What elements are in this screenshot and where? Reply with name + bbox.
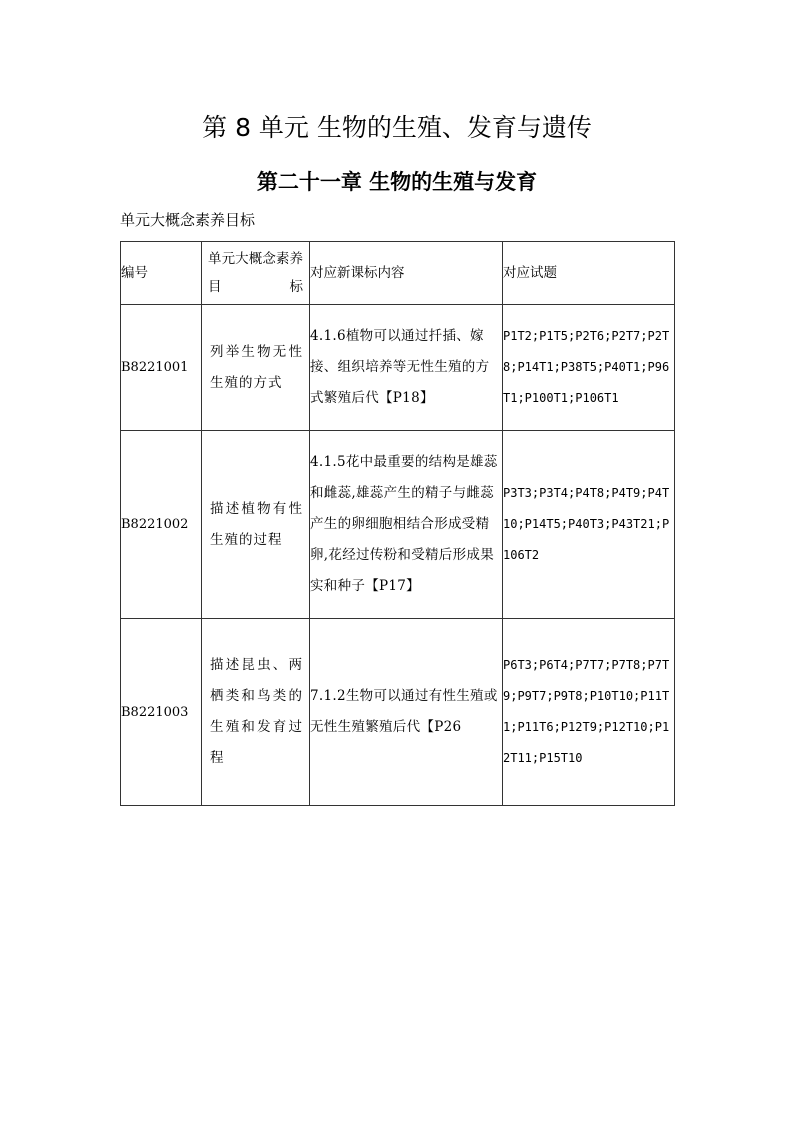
header-goal: 单元大概念素养目标 [202, 242, 310, 305]
header-standard: 对应新课标内容 [310, 242, 503, 305]
row-id: B8221003 [121, 619, 202, 806]
header-tests: 对应试题 [503, 242, 675, 305]
row-tests: P3T3;P3T4;P4T8;P4T9;P4T10;P14T5;P40T3;P43T21;P106T2 [503, 431, 675, 619]
unit-title: 第 8 单元 生物的生殖、发育与遗传 [202, 113, 592, 142]
table-row [121, 305, 675, 431]
section-label: 单元大概念素养目标 [120, 211, 256, 229]
row-tests: P1T2;P1T5;P2T6;P2T7;P2T8;P14T1;P38T5;P40T1;P96T1;P100T1;P106T1 [503, 305, 675, 431]
row-standard: 4.1.6植物可以通过扦插、嫁接、组织培养等无性生殖的方式繁殖后代【P18】 [310, 305, 503, 431]
row-standard: 4.1.5花中最重要的结构是雄蕊和雌蕊,雄蕊产生的精子与雌蕊产生的卵细胞相结合形成受精卵,花经过传粉和受精后形成果实和种子【P17】 [310, 431, 503, 619]
table-row [121, 619, 675, 806]
table-row [121, 431, 675, 619]
chapter-title: 第二十一章 生物的生殖与发育 [256, 170, 538, 194]
row-goal: 列举生物无性生殖的方式 [202, 305, 310, 431]
row-goal: 描述昆虫、两栖类和鸟类的生殖和发育过程 [202, 619, 310, 806]
table-header-row [121, 242, 675, 305]
row-tests: P6T3;P6T4;P7T7;P7T8;P7T9;P9T7;P9T8;P10T10;P11T1;P11T6;P12T9;P12T10;P12T11;P15T10 [503, 619, 675, 806]
goals-table [120, 241, 675, 806]
row-goal: 描述植物有性生殖的过程 [202, 431, 310, 619]
header-id: 编号 [121, 242, 202, 305]
row-id: B8221001 [121, 305, 202, 431]
row-id: B8221002 [121, 431, 202, 619]
row-standard: 7.1.2生物可以通过有性生殖或无性生殖繁殖后代【P26 [310, 619, 503, 806]
